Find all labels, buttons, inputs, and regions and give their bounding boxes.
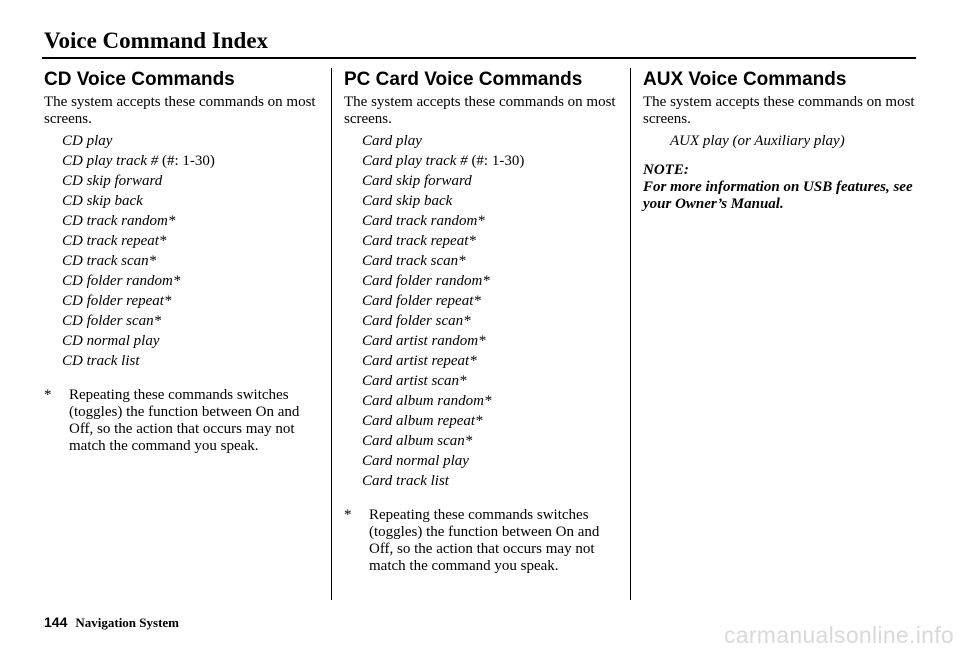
pc-card-command-item xyxy=(344,151,624,171)
column-divider xyxy=(331,68,332,600)
cd-heading: CD Voice Commands xyxy=(44,69,235,90)
cd-footnote-mark: * xyxy=(44,387,52,403)
pc-card-intro: The system accepts these commands on most screens. xyxy=(344,94,616,127)
pc-card-command-item xyxy=(344,331,624,351)
pc-card-command-text: Card folder repeat* xyxy=(362,293,481,309)
cd-command-item xyxy=(44,191,324,211)
cd-command-item xyxy=(44,331,324,351)
pc-card-command-text: Card play track # xyxy=(362,153,468,169)
cd-section xyxy=(44,68,324,455)
cd-command-text: CD track random* xyxy=(62,213,176,229)
pc-card-command-text: Card play xyxy=(362,133,422,149)
pc-card-footnote-mark: * xyxy=(344,507,352,523)
cd-command-item xyxy=(44,291,324,311)
pc-card-footnote-text: Repeating these commands switches (toggles) the function between On and Off, so the action that occurs may not match the command you speak. xyxy=(369,507,600,574)
pc-card-command-item xyxy=(344,351,624,371)
cd-command-text: CD play track # xyxy=(62,153,159,169)
pc-card-command-text: Card album scan* xyxy=(362,433,473,449)
cd-footnote xyxy=(44,387,324,455)
cd-command-item xyxy=(44,171,324,191)
pc-card-command-text: Card track random* xyxy=(362,213,485,229)
cd-command-text: CD folder random* xyxy=(62,273,181,289)
cd-command-item xyxy=(44,131,324,151)
cd-command-text: CD track scan* xyxy=(62,253,157,269)
pc-card-command-text: Card track list xyxy=(362,473,449,489)
pc-card-command-item xyxy=(344,311,624,331)
pc-card-command-text: Card skip forward xyxy=(362,173,472,189)
pc-card-command-text: Card folder random* xyxy=(362,273,490,289)
aux-intro: The system accepts these commands on most screens. xyxy=(643,94,915,127)
cd-command-text: CD skip back xyxy=(62,193,143,209)
cd-command-range: (#: 1-30) xyxy=(158,153,215,169)
pc-card-command-item xyxy=(344,231,624,251)
pc-card-command-text: Card album random* xyxy=(362,393,492,409)
pc-card-footnote xyxy=(344,507,624,575)
pc-card-command-text: Card track repeat* xyxy=(362,233,476,249)
cd-command-text: CD normal play xyxy=(62,333,160,349)
pc-card-heading: PC Card Voice Commands xyxy=(344,69,583,90)
pc-card-command-text: Card folder scan* xyxy=(362,313,471,329)
cd-command-text: CD track repeat* xyxy=(62,233,167,249)
pc-card-command-item xyxy=(344,131,624,151)
cd-command-item xyxy=(44,271,324,291)
cd-intro: The system accepts these commands on most screens. xyxy=(44,94,316,127)
pc-card-command-item xyxy=(344,291,624,311)
note-label: NOTE: xyxy=(643,162,689,178)
pc-card-command-text: Card normal play xyxy=(362,453,469,469)
pc-card-command-text: Card artist random* xyxy=(362,333,486,349)
pc-card-command-item xyxy=(344,171,624,191)
aux-section xyxy=(643,68,923,213)
aux-heading: AUX Voice Commands xyxy=(643,69,847,90)
pc-card-command-item xyxy=(344,471,624,491)
pc-card-command-text: Card artist repeat* xyxy=(362,353,477,369)
pc-card-command-item xyxy=(344,431,624,451)
cd-command-item xyxy=(44,351,324,371)
cd-command-item xyxy=(44,211,324,231)
cd-command-list xyxy=(44,131,324,371)
cd-command-text: CD folder repeat* xyxy=(62,293,172,309)
pc-card-command-item xyxy=(344,371,624,391)
cd-command-item xyxy=(44,231,324,251)
pc-card-command-item xyxy=(344,391,624,411)
note-text: For more information on USB features, see your Owner’s Manual. xyxy=(643,179,913,212)
pc-card-section xyxy=(344,68,624,575)
page-title: Voice Command Index xyxy=(44,28,269,53)
cd-command-text: CD folder scan* xyxy=(62,313,162,329)
pc-card-command-text: Card artist scan* xyxy=(362,373,467,389)
cd-command-text: CD play xyxy=(62,133,113,149)
pc-card-command-item xyxy=(344,251,624,271)
pc-card-command-text: Card album repeat* xyxy=(362,413,483,429)
column-divider xyxy=(630,68,631,600)
cd-command-item xyxy=(44,311,324,331)
cd-command-text: CD skip forward xyxy=(62,173,163,189)
pc-card-command-item xyxy=(344,191,624,211)
pc-card-command-text: Card track scan* xyxy=(362,253,466,269)
cd-command-item xyxy=(44,251,324,271)
pc-card-command-range: (#: 1-30) xyxy=(467,153,525,169)
aux-command: AUX play (or Auxiliary play) xyxy=(670,133,845,149)
pc-card-command-text: Card skip back xyxy=(362,193,453,209)
pc-card-command-list xyxy=(344,131,624,491)
pc-card-command-item xyxy=(344,411,624,431)
pc-card-command-item xyxy=(344,271,624,291)
footer-label: Navigation System xyxy=(75,615,179,630)
pc-card-command-item xyxy=(344,451,624,471)
cd-command-text: CD track list xyxy=(62,353,140,369)
cd-footnote-text: Repeating these commands switches (toggles) the function between On and Off, so the action that occurs may not match the command you speak. xyxy=(69,387,300,454)
page-number: 144 xyxy=(44,614,68,630)
page-footer xyxy=(44,614,179,631)
cd-command-item xyxy=(44,151,324,171)
title-rule xyxy=(42,57,916,59)
watermark: carmanualsonline.info xyxy=(723,622,954,648)
pc-card-command-item xyxy=(344,211,624,231)
